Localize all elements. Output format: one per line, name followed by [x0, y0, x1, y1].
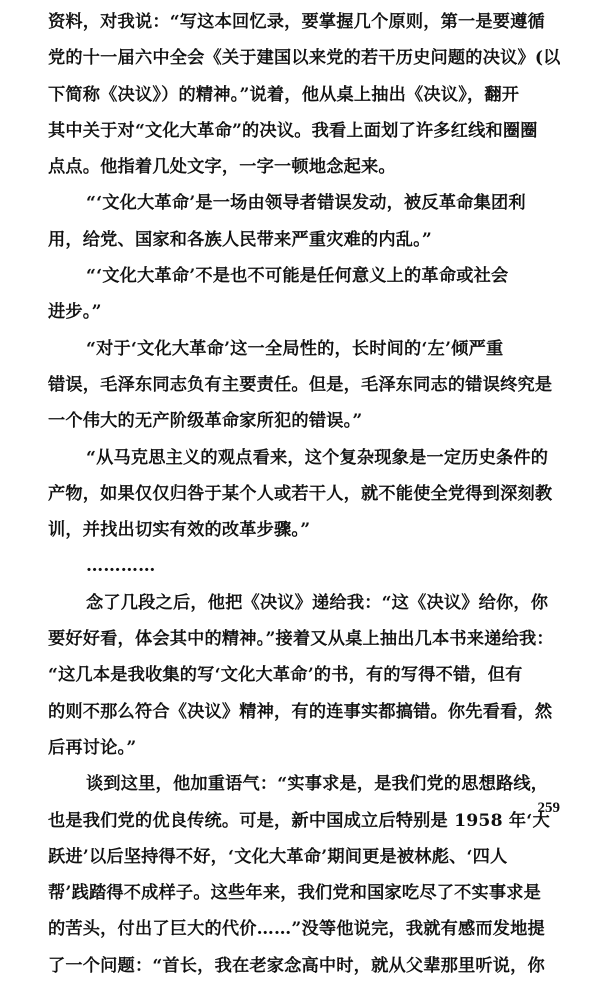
text-line: 的则不那么符合《决议》精神，有的连事实都搞错。你先看看，然	[48, 701, 553, 722]
text-line: “‘文化大革命’不是也不可能是任何意义上的革命或社会	[86, 266, 509, 287]
text-line: “‘文化大革命’是一场由领导者错误发动，被反革命集团利	[86, 193, 526, 214]
text-line: 资料，对我说：“写这本回忆录，要掌握几个原则，第一是要遵循	[48, 12, 545, 32]
text-line: 其中关于对“文化大革命”的决议。我看上面划了许多红线和圈圈	[48, 120, 538, 141]
page-number: 259	[537, 800, 560, 816]
text-line: 念了几段之后，他把《决议》递给我：“这《决议》给你，你	[86, 592, 549, 613]
text-line: “这几本是我收集的写‘文化大革命’的书，有的写得不错，但有	[48, 665, 523, 686]
ellipsis-line: …………	[86, 556, 156, 577]
text-line: 帮’践踏得不成样子。这些年来，我们党和国家吃尽了不实事求是	[48, 883, 542, 904]
text-line: 的苦头，付出了巨大的代价……”没等他说完，我就有感而发地提	[48, 919, 545, 940]
text-line: 要好好看，体会其中的精神。”接着又从桌上抽出几本书来递给我：	[48, 629, 554, 650]
text-line: “对于‘文化大革命’这一全局性的，长时间的‘左’倾严重	[86, 338, 504, 359]
text-line: 下简称《决议》）的精神。”说着，他从桌上抽出《决议》，翻开	[48, 84, 520, 105]
text-line: 一个伟大的无产阶级革命家所犯的错误。”	[48, 411, 363, 432]
text-line: 产物，如果仅仅归咎于某个人或若干人，就不能使全党得到深刻教	[48, 483, 553, 504]
text-line: 训，并找出切实有效的改革步骤。”	[48, 520, 311, 541]
text-line: 用，给党、国家和各族人民带来严重灾难的内乱。”	[48, 229, 433, 250]
text-line: 谈到这里，他加重语气：“实事求是，是我们党的思想路线，	[86, 774, 549, 795]
text-line: 进步。”	[48, 302, 102, 323]
text-line: 也是我们党的优良传统。可是，新中国成立后特别是 1958 年‘大	[48, 810, 550, 831]
body-text	[48, 4, 570, 984]
text-line: “从马克思主义的观点看来，这个复杂现象是一定历史条件的	[86, 447, 549, 468]
text-line: 点点。他指着几处文字，一字一顿地念起来。	[48, 157, 396, 178]
text-line: 跃进’以后坚持得不好，‘文化大革命’期间更是被林彪、‘四人	[48, 846, 508, 867]
text-line: 错误，毛泽东同志负有主要责任。但是，毛泽东同志的错误终究是	[48, 374, 553, 395]
text-line: 了一个问题：“首长，我在老家念高中时，就从父辈那里听说，你	[48, 955, 545, 976]
text-line: 后再讨论。”	[48, 737, 137, 758]
text-line: 党的十一届六中全会《关于建国以来党的若干历史问题的决议》(以	[48, 48, 561, 69]
